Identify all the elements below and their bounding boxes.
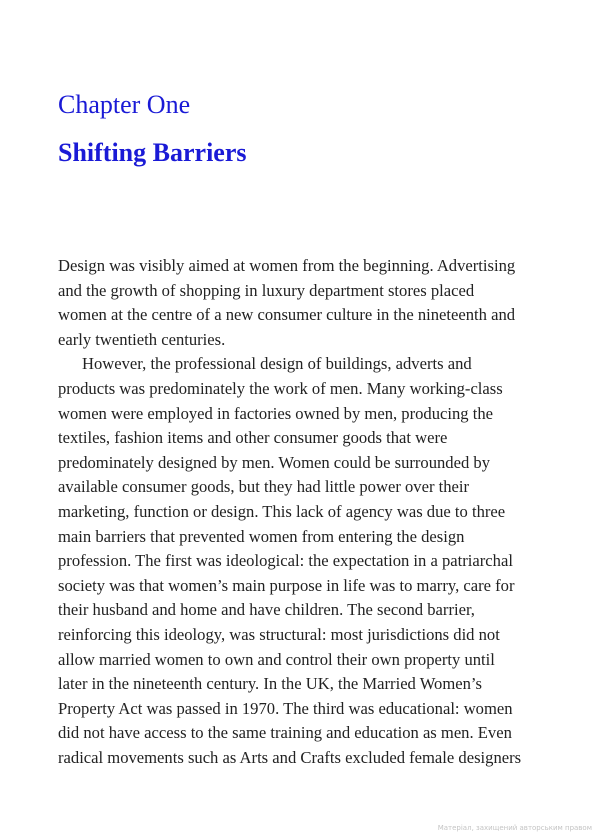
text-line: Property Act was passed in 1970. The third was educational: women xyxy=(58,698,513,718)
chapter-title: Shifting Barriers xyxy=(58,138,247,167)
text-line: marketing, function or design. This lack of agency was due to three xyxy=(58,501,506,521)
text-line: later in the nineteenth century. In the UK, the Married Women’s xyxy=(58,674,482,694)
text-line: women were employed in factories owned by men, producing the xyxy=(58,403,493,423)
text-line: predominately designed by men. Women could be surrounded by xyxy=(58,452,491,472)
text-line: allow married women to own and control their own property until xyxy=(58,649,495,669)
text-line: Design was visibly aimed at women from the beginning. Advertising xyxy=(58,256,516,275)
text-line: and the growth of shopping in luxury department stores placed xyxy=(58,280,475,300)
text-line: profession. The first was ideological: the expectation in a patriarchal xyxy=(58,551,513,571)
text-line: did not have access to the same training and education as men. Even xyxy=(58,723,512,743)
copyright-watermark: Матеріал, захищений авторським правом xyxy=(437,824,592,832)
text-line: early twentieth centuries. xyxy=(58,329,226,349)
chapter-number: Chapter One xyxy=(58,90,191,119)
text-line: their husband and home and have children. The second barrier, xyxy=(58,600,475,620)
text-line: women at the centre of a new consumer culture in the nineteenth and xyxy=(58,305,516,325)
body-text xyxy=(58,254,548,770)
text-line-paragraph-start: However, the professional design of buildings, adverts and xyxy=(82,354,472,374)
text-line: reinforcing this ideology, was structural: most jurisdictions did not xyxy=(58,624,500,644)
text-line: textiles, fashion items and other consumer goods that were xyxy=(58,428,448,448)
text-line: available consumer goods, but they had little power over their xyxy=(58,477,470,497)
text-line: society was that women’s main purpose in life was to marry, care for xyxy=(58,575,515,595)
text-line: products was predominately the work of men. Many working-class xyxy=(58,378,503,398)
text-line: main barriers that prevented women from entering the design xyxy=(58,526,465,546)
text-line: radical movements such as Arts and Crafts excluded female designers xyxy=(58,747,522,767)
